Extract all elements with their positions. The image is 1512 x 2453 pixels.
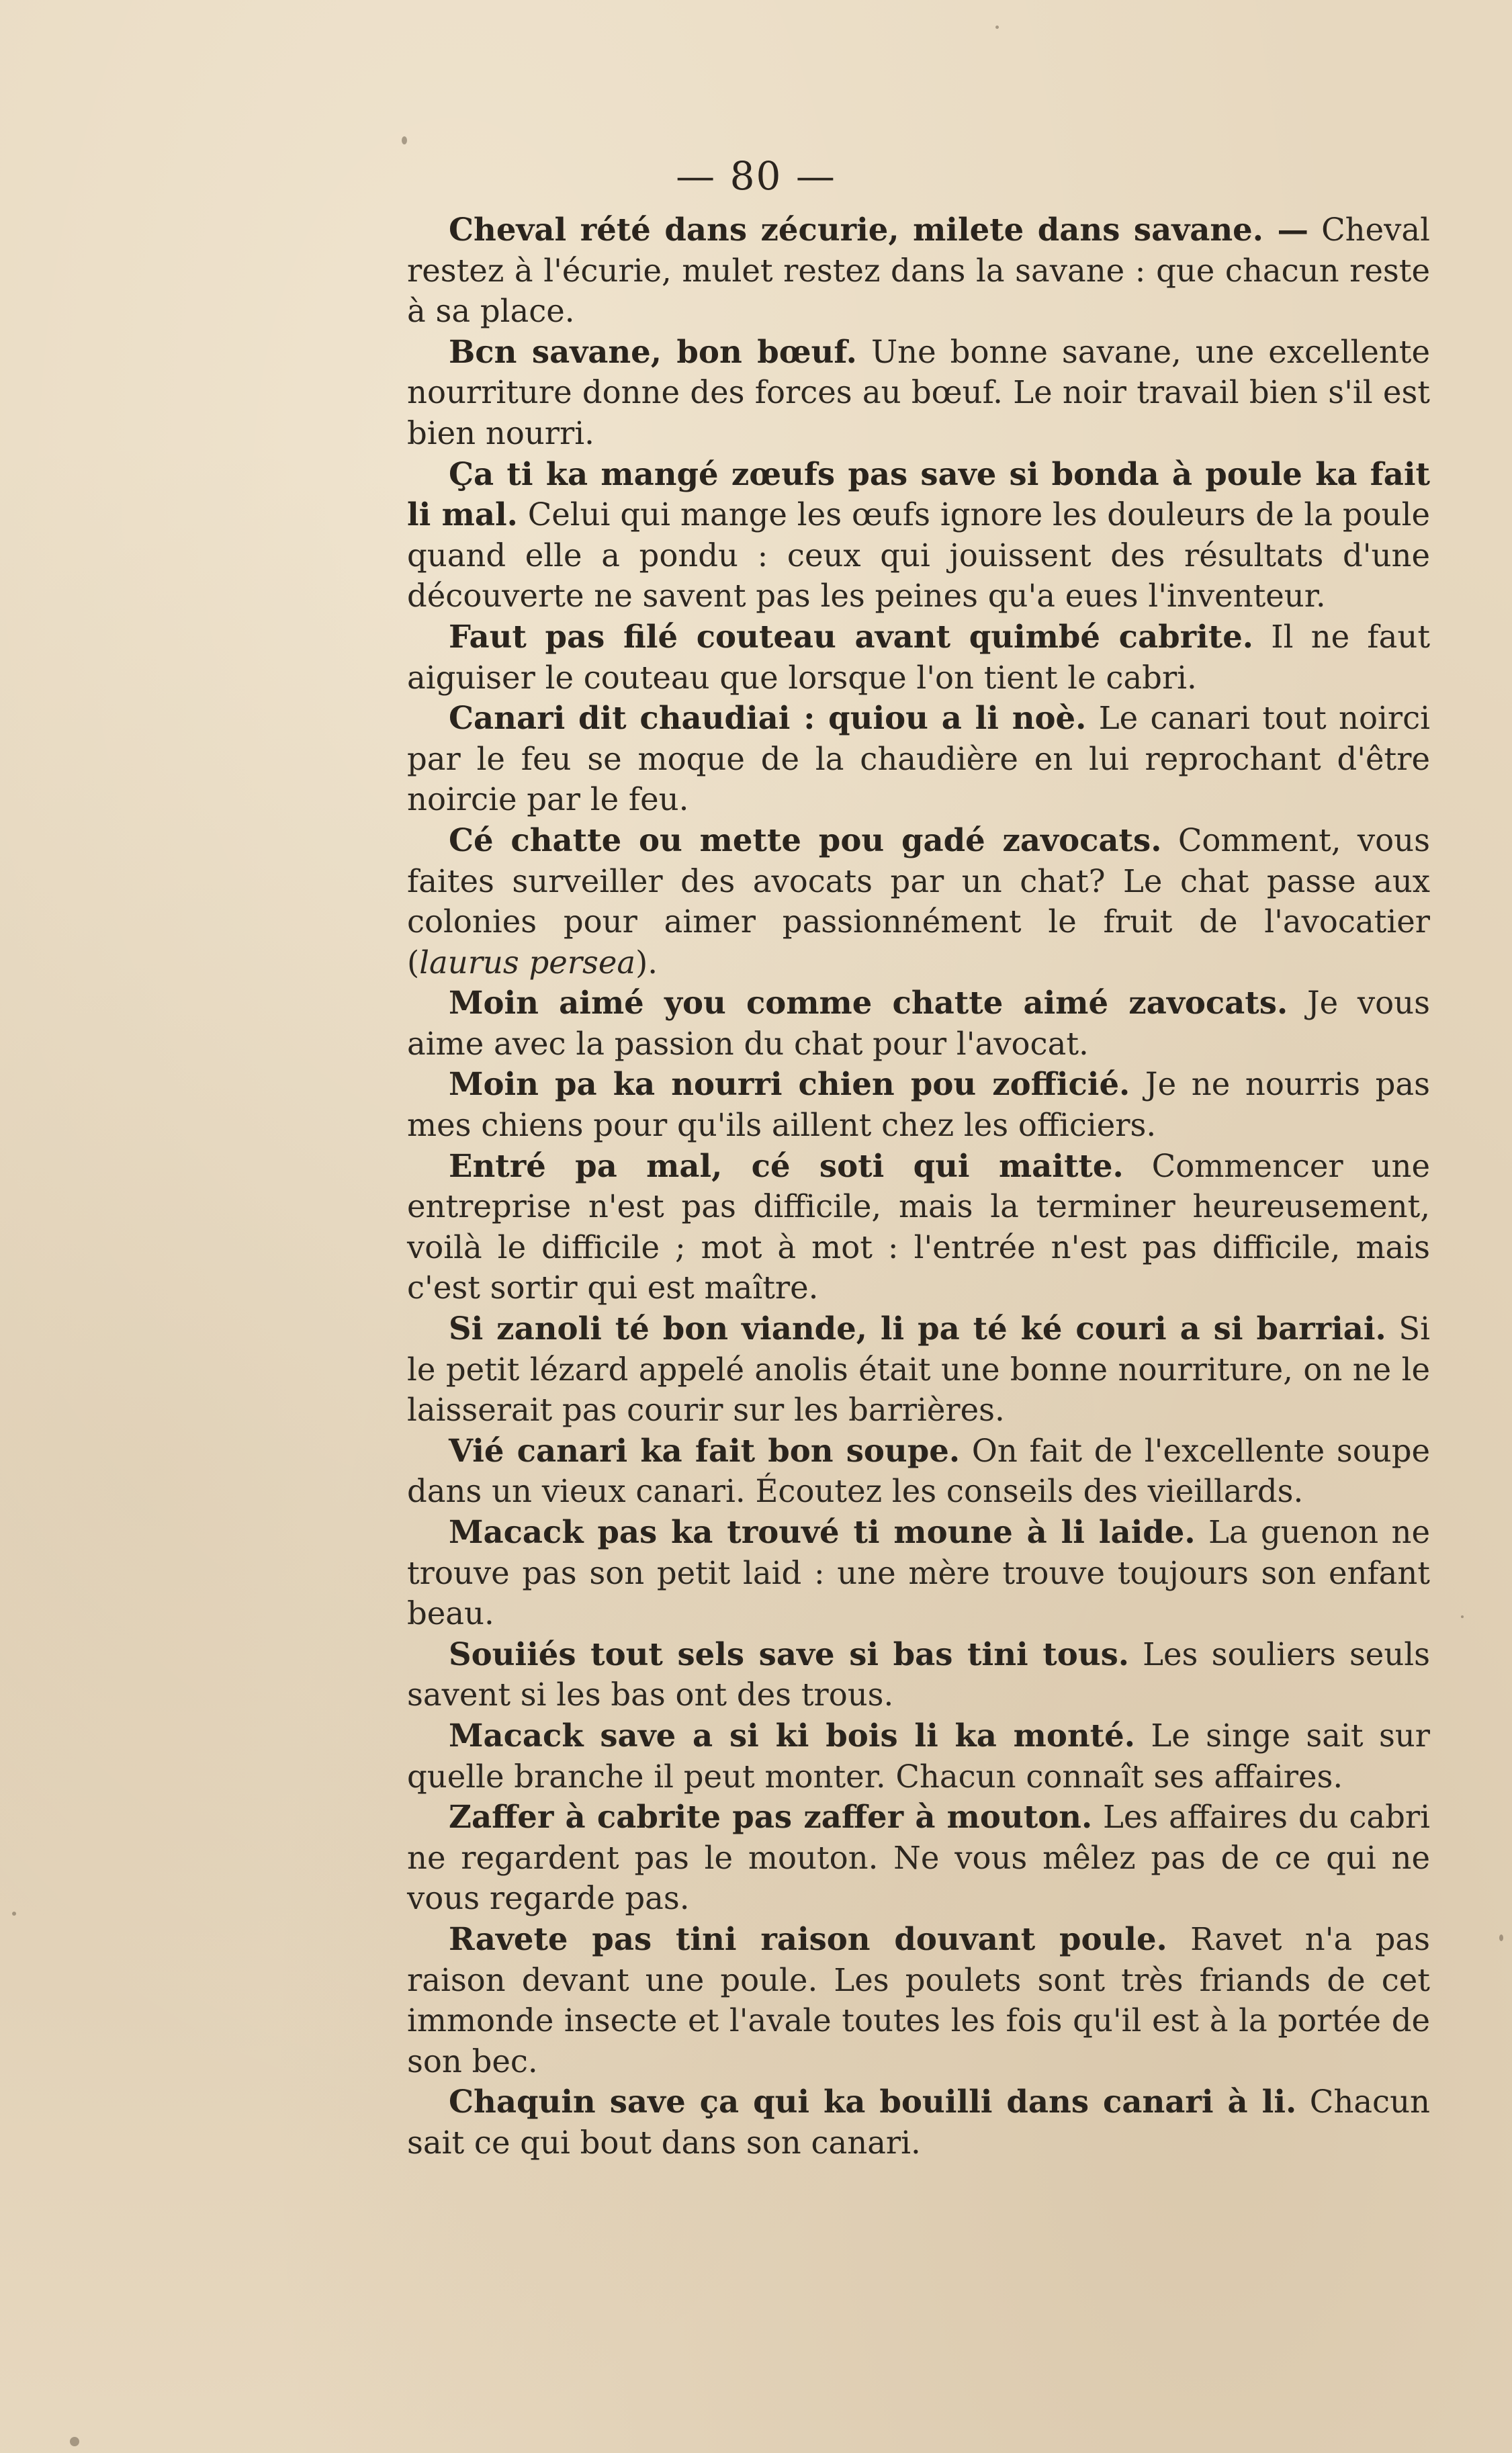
creole-proverb: Bcn savane, bon bœuf.	[449, 332, 857, 370]
french-translation: Comment, vous faites surveiller des avocats par un chat? Le chat passe aux colonies pour aimer passionnément le fruit de l'avocatier	[407, 821, 1430, 940]
proverb-entry	[407, 454, 1430, 617]
proverb-entry	[407, 983, 1430, 1064]
creole-proverb: Entré pa mal, cé soti qui maitte.	[449, 1147, 1124, 1184]
creole-proverb: Ça ti ka mangé zœufs pas save si bonda à poule ka fait li mal.	[407, 455, 1430, 533]
french-translation: Les souliers seuls savent si les bas ont des trous.	[407, 1636, 1431, 1713]
creole-proverb: Macack save a si ki bois li ka monté.	[449, 1716, 1135, 1754]
creole-proverb: Macack pas ka trouvé ti moune à li laide.	[449, 1513, 1196, 1550]
proverb-entry	[407, 1634, 1430, 1715]
proverb-entry	[407, 617, 1430, 698]
french-translation: Le canari tout noirci par le feu se moque de la chaudière en lui reprochant d'être noircie par le feu.	[407, 700, 1431, 818]
french-translation: Si le petit lézard appelé anolis était une bonne nourriture, on ne le laisserait pas courir sur les barrières.	[407, 1310, 1430, 1429]
creole-proverb: Moin aimé you comme chatte aimé zavocats.	[449, 984, 1288, 1022]
french-translation: Ravet n'a pas raison devant une poule. Les poulets sont très friands de cet immonde insecte et l'avale toutes les fois qu'il est à la portée de son bec.	[407, 1920, 1430, 2080]
paper-speck	[1461, 1615, 1464, 1618]
french-translation: Cheval restez à l'écurie, mulet restez dans la savane : que chacun reste à sa place.	[407, 212, 1430, 330]
paper-speck	[70, 2437, 79, 2446]
proverb-entry	[407, 1797, 1430, 1919]
creole-proverb: Cé chatte ou mette pou gadé zavocats.	[449, 821, 1162, 858]
proverb-entry	[407, 210, 1430, 332]
sentence-end: .	[648, 944, 658, 981]
paper-speck	[995, 26, 999, 29]
french-translation: Commencer une entreprise n'est pas difficile, mais la terminer heureusement, voilà le difficile ; mot à mot : l'entrée n'est pas difficile, mais c'est sortir qui est maître.	[407, 1147, 1430, 1306]
proverb-entry	[407, 1308, 1430, 1431]
creole-proverb: Si zanoli té bon viande, li pa té ké couri a si barriai.	[449, 1310, 1386, 1347]
proverb-entry: Cé chatte ou mette pou gadé zavocats. Comment, vous faites surveiller des avocats par un chat? Le chat passe aux colonies pour aimer passionnément le fruit de l'avocatier (laurus persea).	[407, 821, 1430, 981]
proverb-entry	[407, 332, 1430, 454]
creole-proverb: Canari dit chaudiai : quiou a li noè.	[449, 699, 1087, 737]
proverb-entry	[407, 2082, 1430, 2163]
proverb-entry	[407, 1919, 1430, 2082]
creole-proverb: Vié canari ka fait bon soupe.	[449, 1431, 961, 1469]
french-translation: Les affaires du cabri ne regardent pas le mouton. Ne vous mêlez pas de ce qui ne vous regarde pas.	[407, 1799, 1430, 1917]
proverb-entry	[407, 1146, 1430, 1308]
proverb-list	[407, 210, 1430, 2164]
french-translation: Je ne nourris pas mes chiens pour qu'ils aillent chez les officiers.	[407, 1066, 1430, 1144]
french-translation: La guenon ne trouve pas son petit laid : une mère trouve toujours son enfant beau.	[407, 1514, 1430, 1632]
creole-proverb: Chaquin save ça qui ka bouilli dans canari à li.	[449, 2083, 1297, 2121]
latin-botanical-name: laurus persea	[419, 944, 636, 981]
french-translation: On fait de l'excellente soupe dans un vieux canari. Écoutez les conseils des vieillards.	[407, 1432, 1430, 1510]
french-translation: Il ne faut aiguiser le couteau que lorsque l'on tient le cabri.	[407, 618, 1430, 696]
creole-proverb: Moin pa ka nourri chien pou zofficié.	[449, 1065, 1130, 1103]
creole-proverb: Ravete pas tini raison douvant poule.	[449, 1920, 1167, 1957]
french-translation: Le singe sait sur quelle branche il peut monter. Chacun connaît ses affaires.	[407, 1717, 1430, 1795]
creole-proverb: Cheval rété dans zécurie, milete dans savane. —	[449, 211, 1308, 248]
creole-proverb: Souiiés tout sels save si bas tini tous.	[449, 1635, 1129, 1672]
proverb-entry	[407, 1715, 1430, 1797]
french-translation: Chacun sait ce qui bout dans son canari.	[407, 2084, 1430, 2161]
paper-speck	[402, 136, 407, 144]
creole-proverb: Faut pas filé couteau avant quimbé cabrite.	[449, 617, 1253, 655]
proverb-entry	[407, 1512, 1430, 1634]
french-translation: Je vous aime avec la passion du chat pour l'avocat.	[407, 985, 1430, 1062]
paper-speck	[12, 1912, 16, 1916]
proverb-entry	[407, 1064, 1430, 1145]
french-translation: Celui qui mange les œufs ignore les douleurs de la poule quand elle a pondu : ceux qui jouissent des résultats d'une découverte ne savent pas les peines qu'a eues l'inventeur.	[407, 496, 1430, 615]
french-translation: Une bonne savane, une excellente nourriture donne des forces au bœuf. Le noir travail bien s'il est bien nourri.	[407, 333, 1431, 451]
proverb-entry	[407, 1431, 1430, 1512]
creole-proverb: Zaffer à cabrite pas zaffer à mouton.	[449, 1798, 1093, 1836]
proverb-entry	[407, 698, 1430, 820]
paper-speck	[1499, 1934, 1503, 1941]
page-number: — 80 —	[676, 153, 836, 199]
